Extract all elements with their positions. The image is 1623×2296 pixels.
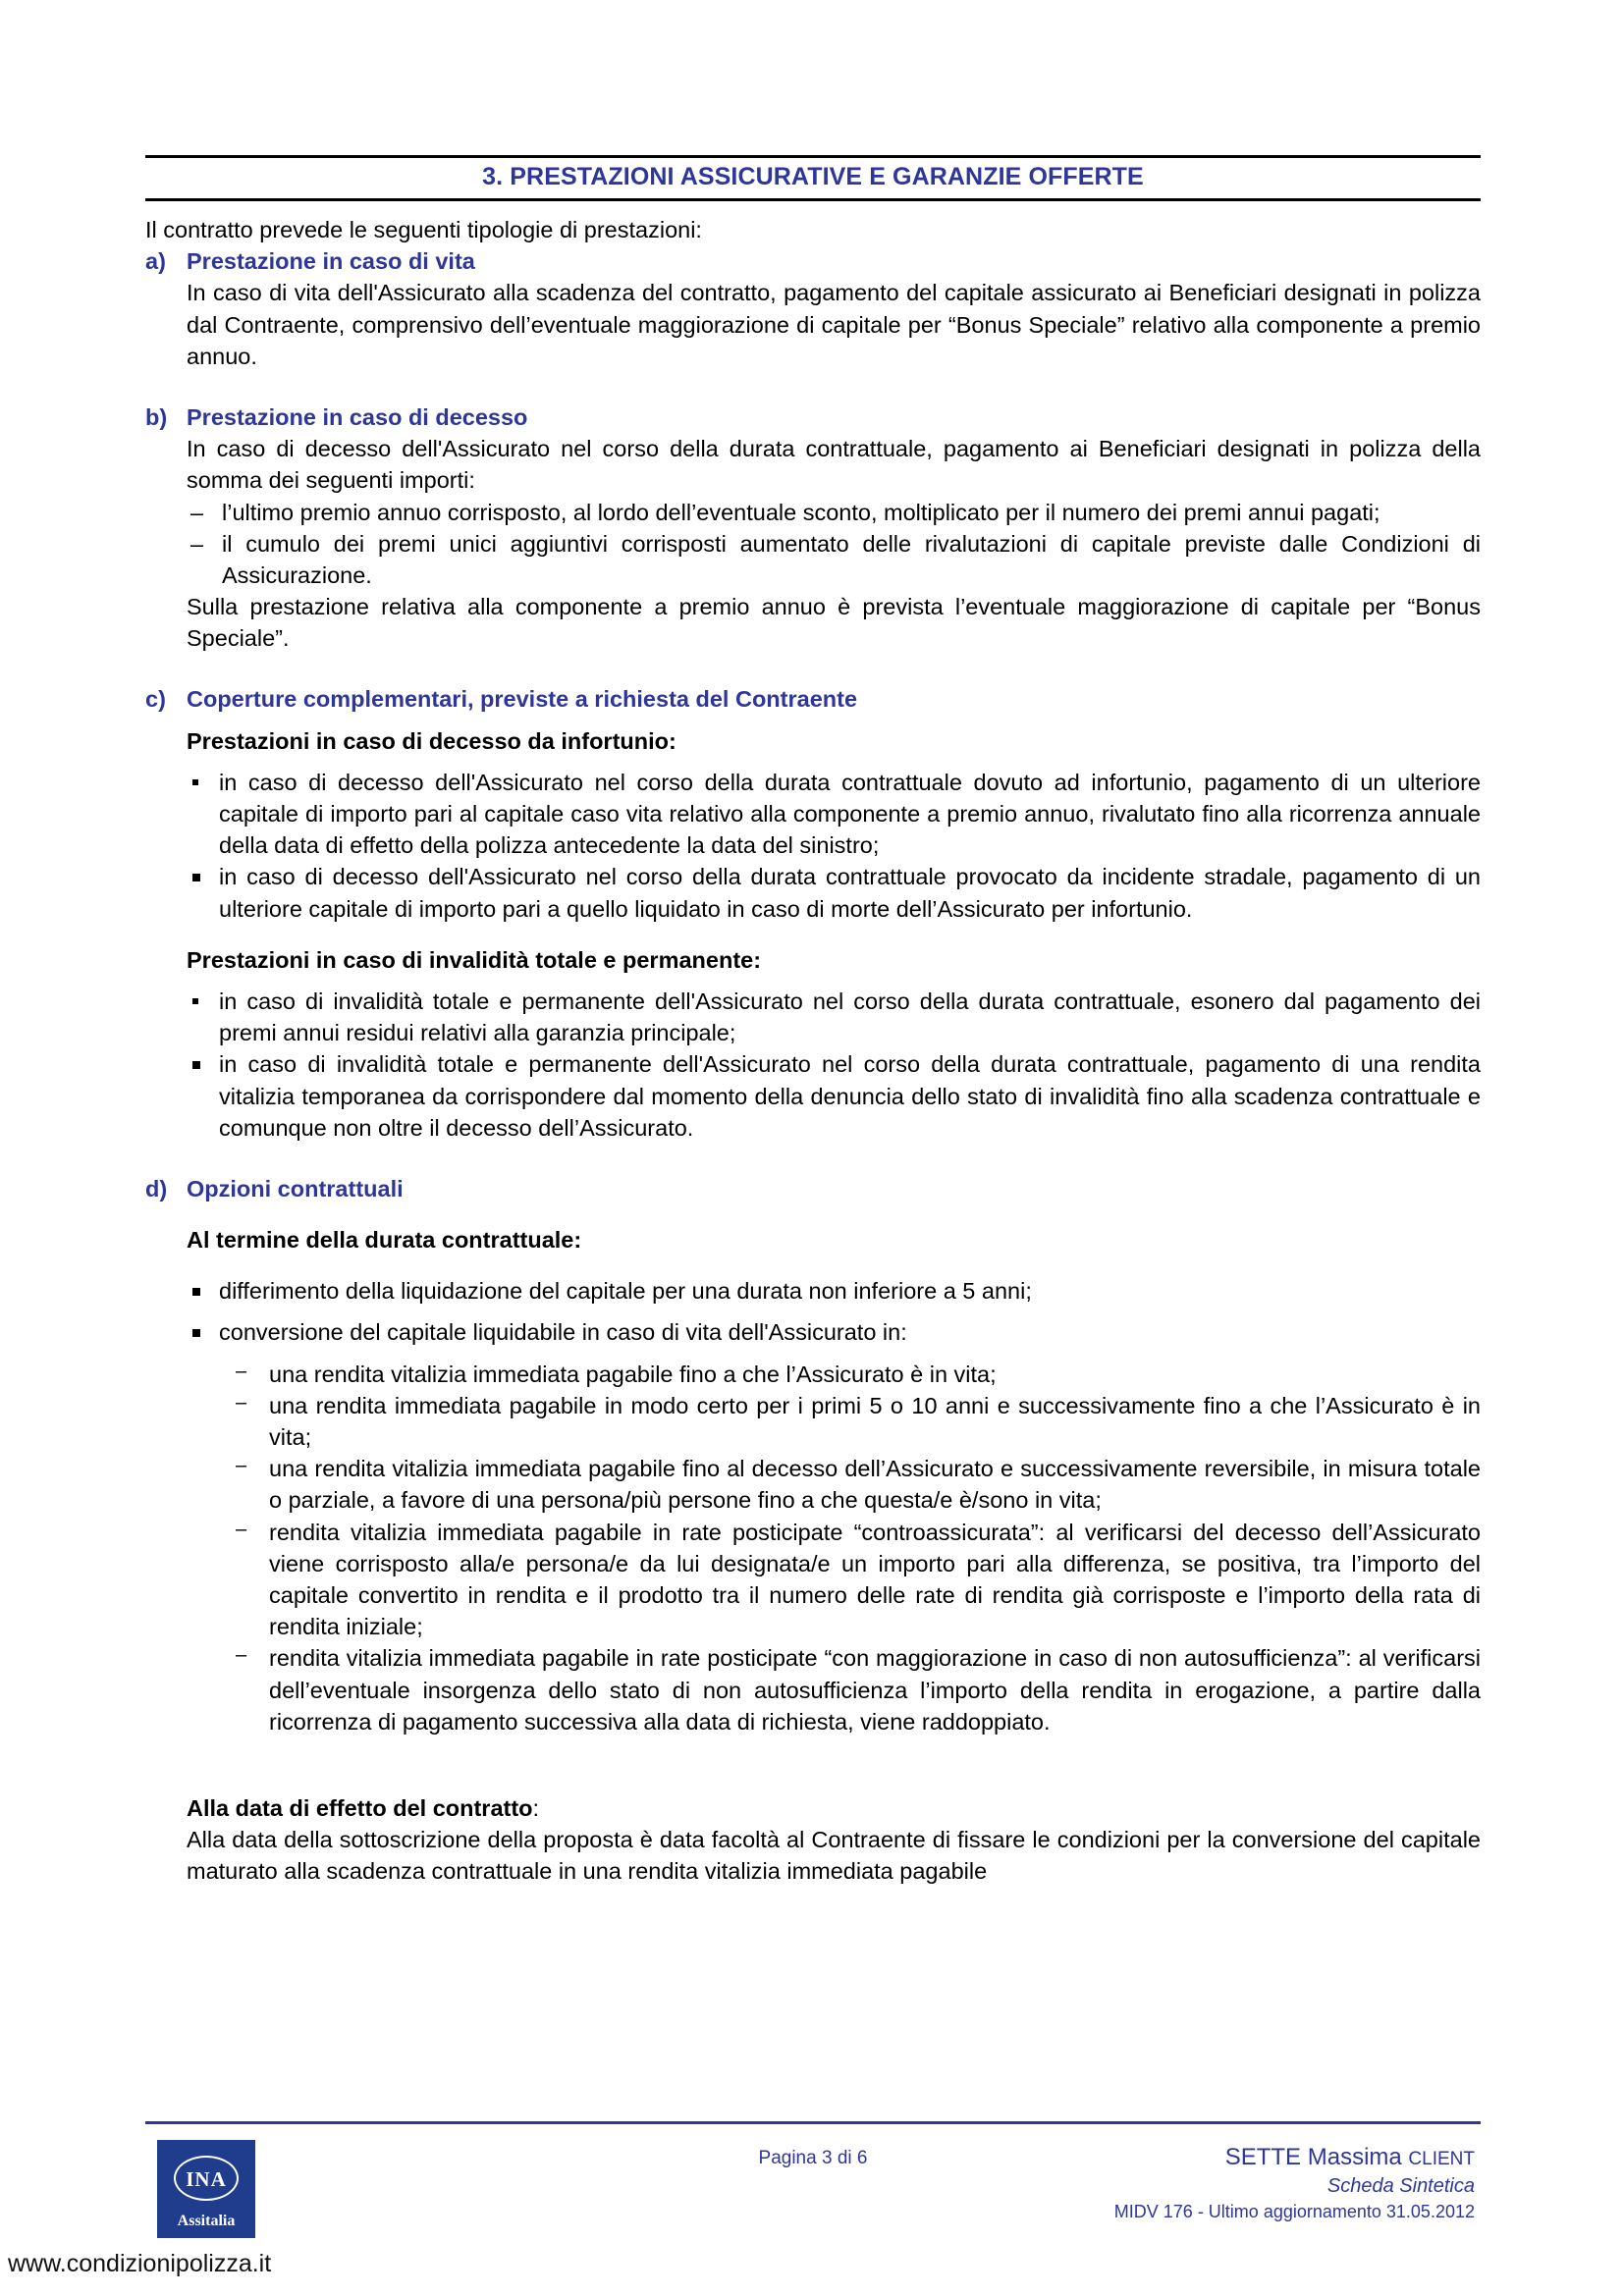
list-item: – una rendita vitalizia immediata pagabile fino a che l’Assicurato è in vita; <box>228 1359 1481 1390</box>
subheading-decesso-infortunio: Prestazioni in caso di decesso da infortunio: <box>187 727 676 754</box>
spacer <box>145 654 1481 683</box>
bullet-list-b <box>187 497 1481 592</box>
spacer <box>145 1144 1481 1173</box>
footer-product-line <box>1114 2142 1475 2173</box>
spacer <box>187 716 1481 725</box>
item-closing-b: Sulla prestazione relativa alla componente a premio annuo è prevista l’eventuale maggiorazione di capitale per “Bonus Speciale”. <box>187 594 1481 652</box>
spacer <box>187 1307 1481 1316</box>
list-item: in caso di invalidità totale e permanente dell'Assicurato nel corso della durata contrattuale, esonero dal pagamento dei premi annui residui relativi alla garanzia principale; <box>187 986 1481 1048</box>
sub-bullet-group-d <box>228 1359 1481 1737</box>
list-item: – il cumulo dei premi unici aggiuntivi corrisposti aumentato delle rivalutazioni di capitale previste dalle Condizioni di Assicurazione. <box>187 528 1481 591</box>
logo-secondary-text: Assitalia <box>177 2213 236 2229</box>
spacer <box>187 976 1481 986</box>
list-item: differimento della liquidazione del capitale per una durata non inferiore a 5 anni; <box>187 1275 1481 1307</box>
item-heading-d: Opzioni contrattuali <box>187 1175 404 1201</box>
item-heading-c: Coperture complementari, previste a richiesta del Contraente <box>187 686 858 713</box>
spacer <box>187 757 1481 767</box>
bullet-list-d2 <box>187 1316 1481 1348</box>
item-paragraph-b: In caso di decesso dell'Assicurato nel corso della durata contrattuale, pagamento ai Beneficiari designati in polizza della somma dei seguenti importi: <box>187 436 1481 494</box>
item-body-a <box>187 277 1481 372</box>
section-banner <box>145 155 1481 201</box>
footer-doc-type: Scheda Sintetica <box>1326 2175 1475 2198</box>
page-footer <box>145 2134 1481 2242</box>
item-marker-d: d) <box>145 1175 168 1201</box>
spacer <box>187 1349 1481 1359</box>
bullet-list-c2 <box>187 986 1481 1144</box>
footer-doc-reference: MIDV 176 - Ultimo aggiornamento 31.05.2012 <box>1113 2202 1475 2222</box>
list-item: – rendita vitalizia immediata pagabile in rate posticipate “con maggiorazione in caso di non autosufficienza”: al verificarsi dell’eventuale insorgenza dello stato di non autosufficienza l’importo della rendita in erogazione, a partire dalla ricorrenza di pagamento successiva alla data di richiesta, viene raddoppiato. <box>228 1642 1481 1737</box>
item-body-c <box>187 716 1481 1144</box>
subheading-data-effetto <box>187 1792 1481 1824</box>
footer-divider <box>145 2121 1481 2124</box>
bullet-list-d-sub <box>228 1359 1481 1737</box>
footer-product-suffix: CLIENT <box>1408 2149 1475 2169</box>
list-item: – una rendita vitalizia immediata pagabile fino al decesso dell’Assicurato e successivamente reversibile, in misura totale o parziale, a favore di una persona/più persone fino a che questa/e è/sono in vita; <box>228 1453 1481 1516</box>
footer-document-info <box>1114 2142 1475 2224</box>
spacer <box>187 1255 1481 1275</box>
list-item-a <box>145 245 1481 277</box>
item-body-b <box>187 433 1481 654</box>
watermark-url: www.condizionipolizza.it <box>8 2250 272 2277</box>
item-marker-c: c) <box>145 686 166 713</box>
bullet-list-d <box>187 1275 1481 1307</box>
item-heading-a: Prestazione in caso di vita <box>187 248 475 275</box>
bullet-list-c1 <box>187 767 1481 925</box>
list-item: – una rendita immediata pagabile in modo certo per i primi 5 o 10 anni e successivamente fino a che l’Assicurato è in vita; <box>228 1390 1481 1453</box>
list-item: in caso di invalidità totale e permanente dell'Assicurato nel corso della durata contrattuale, pagamento di una rendita vitalizia temporanea da corrispondere dal momento della denuncia dello stato di invalidità fino alla scadenza contrattuale e comunque non oltre il decesso dell’Assicurato. <box>187 1048 1481 1144</box>
item-marker-b: b) <box>145 403 168 430</box>
spacer <box>145 372 1481 401</box>
list-item-d <box>145 1173 1481 1204</box>
intro-paragraph: Il contratto prevede le seguenti tipologie di prestazioni: <box>145 217 702 242</box>
subheading-termine-durata: Al termine della durata contrattuale: <box>187 1227 582 1254</box>
list-item-b <box>145 401 1481 433</box>
spacer <box>187 925 1481 944</box>
subheading-invalidita: Prestazioni in caso di invalidità totale e permanente: <box>187 946 762 973</box>
paragraph-data-effetto: Alla data della sottoscrizione della proposta è data facoltà al Contraente di fissare le condizioni per la conversione del capitale maturato alla scadenza contrattuale in una rendita vitalizia immediata pagabile <box>187 1827 1481 1885</box>
list-item: in caso di decesso dell'Assicurato nel corso della durata contrattuale dovuto ad infortunio, pagamento di un ulteriore capitale di importo pari al capitale caso vita relativo alla componente a premio annuo, rivalutato fino alla ricorrenza annuale della data di effetto della polizza antecedente la data del sinistro; <box>187 767 1481 862</box>
list-item: in caso di decesso dell'Assicurato nel corso della durata contrattuale provocato da incidente stradale, pagamento di un ulteriore capitale di importo pari a quello liquidato in caso di morte dell’Assicurato per infortunio. <box>187 861 1481 924</box>
item-paragraph-a: In caso di vita dell'Assicurato alla scadenza del contratto, pagamento del capitale assicurato ai Beneficiari designati in polizza dal Contraente, comprensivo dell’eventuale maggiorazione di capitale per “Bonus Speciale” relativo alla componente a premio annuo. <box>187 280 1481 369</box>
logo-primary-text: INA <box>186 2167 227 2191</box>
spacer <box>187 1737 1481 1792</box>
footer-product-name: SETTE Massima <box>1224 2144 1402 2170</box>
item-marker-a: a) <box>145 248 166 275</box>
subheading-data-effetto-bold: Alla data di effetto del contratto <box>187 1794 533 1821</box>
document-body <box>145 214 1481 1887</box>
list-item-c <box>145 683 1481 715</box>
list-item: conversione del capitale liquidabile in caso di vita dell'Assicurato in: <box>187 1316 1481 1348</box>
subheading-data-effetto-colon: : <box>532 1794 540 1821</box>
list-item: – l’ultimo premio annuo corrisposto, al lordo dell’eventuale sconto, moltiplicato per il numero dei premi annui pagati; <box>187 497 1481 528</box>
item-heading-b: Prestazione in caso di decesso <box>187 403 528 430</box>
list-item: – rendita vitalizia immediata pagabile in rate posticipate “controassicurata”: al verificarsi del decesso dell’Assicurato viene corrisposto alla/e persona/e da lui designata/e un importo pari alla differenza, se positiva, tra l’importo del capitale convertito in rendita e il prodotto tra il numero delle rate di rendita già corrisposte e l’importo della rata di rendita iniziale; <box>228 1517 1481 1643</box>
spacer <box>187 1204 1481 1224</box>
page-number: Pagina 3 di 6 <box>758 2148 868 2168</box>
item-body-d <box>187 1204 1481 1887</box>
page-title: 3. PRESTAZIONI ASSICURATIVE E GARANZIE OFFERTE <box>482 163 1144 190</box>
